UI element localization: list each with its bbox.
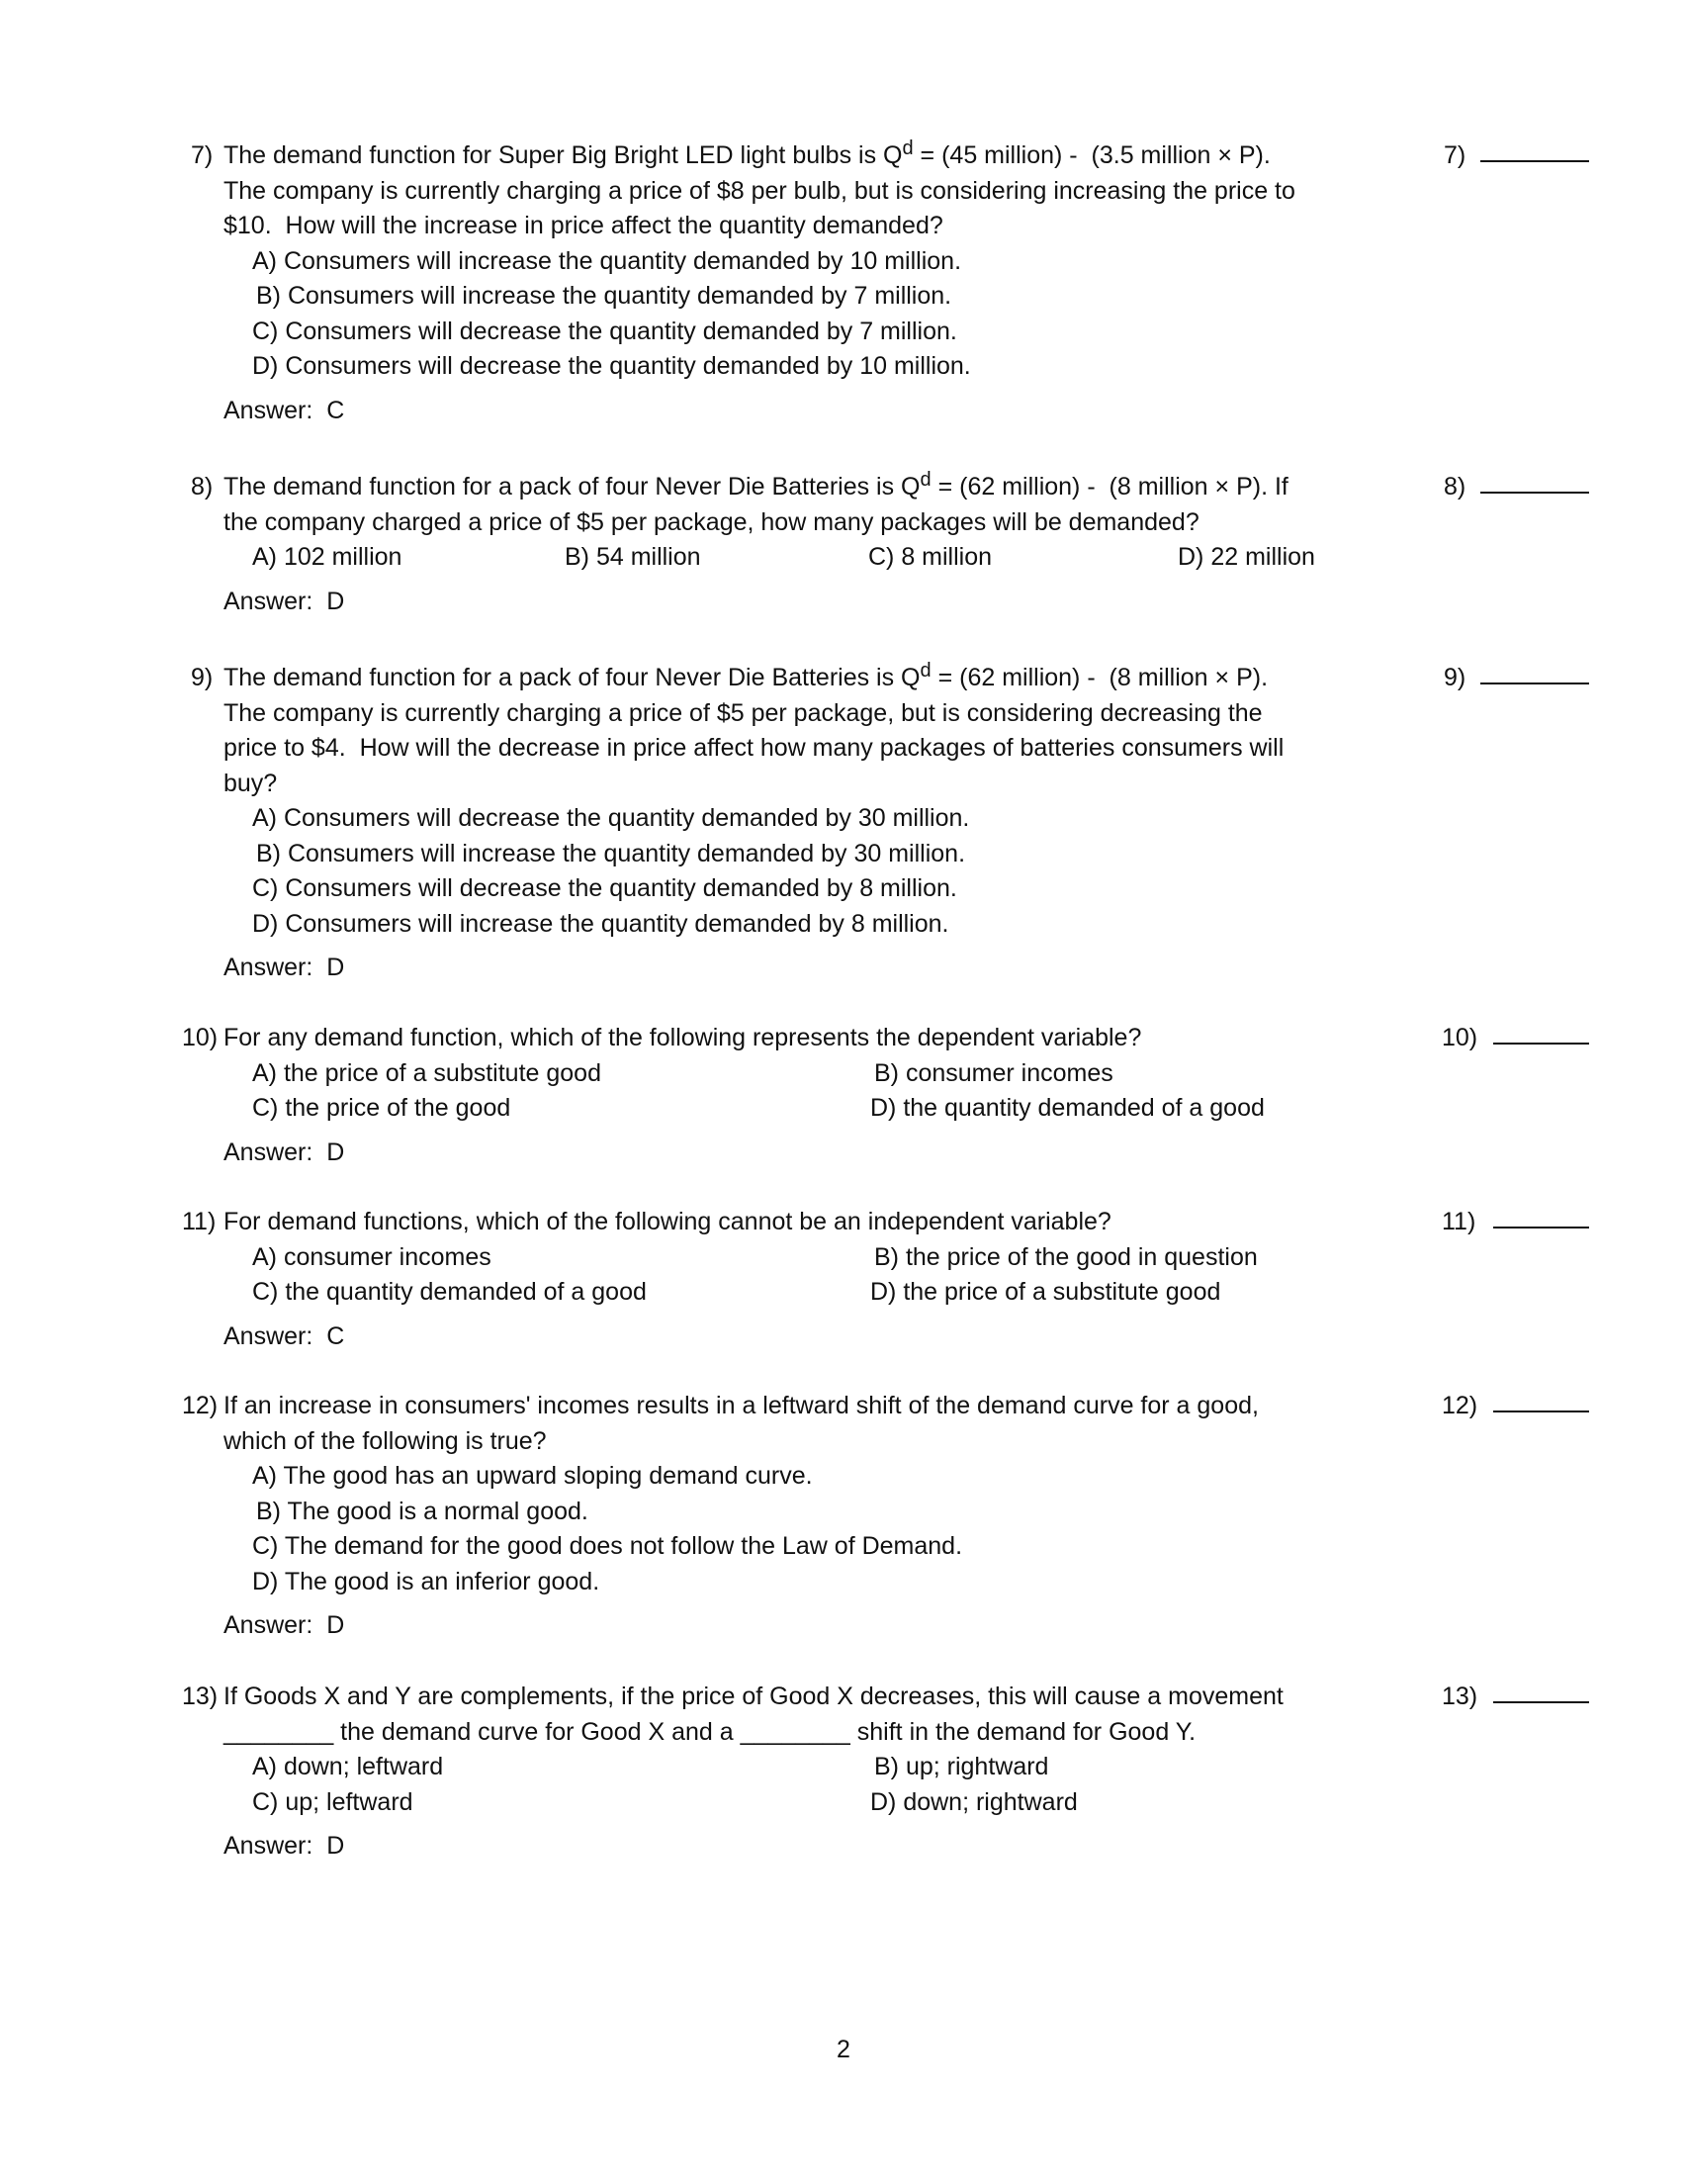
answer-key: Answer: C	[223, 1321, 345, 1350]
answer-option: B) The good is a normal good.	[256, 1497, 588, 1525]
answer-option: C) the quantity demanded of a good	[252, 1278, 647, 1306]
text-span: = (62 million) - (8 million × P).	[931, 664, 1269, 691]
text-span: = (62 million) - (8 million × P). If	[931, 473, 1288, 500]
text-span: which of the following is true?	[223, 1426, 547, 1455]
answer-option: A) 102 million	[252, 543, 402, 571]
question-number: 8)	[191, 473, 214, 500]
question-number: 9)	[191, 664, 214, 691]
text-span: ________ the demand curve for Good X and a ________ shift in the demand for Good Y.	[223, 1717, 1197, 1746]
text-span: The company is currently charging a price of $5 per package, but is considering decreasing the	[223, 698, 1263, 727]
answer-option: C) 8 million	[868, 543, 993, 571]
text-span: If an increase in consumers' incomes results in a leftward shift of the demand curve for a good,	[223, 1392, 1259, 1419]
answer-blank-line	[1493, 1701, 1589, 1703]
question-text-line	[223, 1391, 1259, 1420]
text-span: $10. How will the increase in price affect the quantity demanded?	[223, 212, 943, 239]
question-number: 12)	[182, 1392, 219, 1419]
text-span: the company charged a price of $5 per package, how many packages will be demanded?	[223, 507, 1199, 536]
answer-option: C) up; leftward	[252, 1787, 413, 1816]
question-text-line	[223, 660, 1269, 692]
text-span: The company is currently charging a price of $8 per bulb, but is considering increasing the price to	[223, 176, 1295, 205]
answer-option: D) the quantity demanded of a good	[870, 1094, 1265, 1122]
answer-option: A) Consumers will decrease the quantity demanded by 30 million.	[252, 804, 970, 832]
answer-option: C) the price of the good	[252, 1094, 511, 1122]
margin-question-number: 7)	[1444, 141, 1466, 169]
answer-option: D) down; rightward	[870, 1787, 1078, 1816]
question-text-line	[223, 469, 1288, 501]
answer-key: Answer: D	[223, 587, 345, 615]
question-text-line	[223, 507, 1199, 537]
answer-option: D) 22 million	[1178, 543, 1315, 571]
answer-option: B) up; rightward	[874, 1753, 1049, 1780]
answer-key: Answer: D	[223, 954, 345, 981]
question-text-line	[223, 176, 1295, 206]
answer-option: D) Consumers will decrease the quantity demanded by 10 million.	[252, 352, 971, 380]
text-span: If Goods X and Y are complements, if the price of Good X decreases, this will cause a movement	[223, 1683, 1284, 1710]
question-text-line	[223, 1426, 547, 1456]
answer-option: A) The good has an upward sloping demand curve.	[252, 1462, 813, 1490]
answer-blank-line	[1480, 682, 1589, 684]
answer-blank-line	[1493, 1227, 1589, 1228]
answer-option: C) The demand for the good does not follow the Law of Demand.	[252, 1532, 963, 1560]
answer-key: Answer: D	[223, 1832, 345, 1860]
answer-option: B) Consumers will increase the quantity demanded by 7 million.	[256, 282, 952, 310]
answer-option: C) Consumers will decrease the quantity demanded by 8 million.	[252, 874, 957, 902]
answer-option: D) The good is an inferior good.	[252, 1567, 600, 1595]
answer-option: D) the price of a substitute good	[870, 1278, 1221, 1306]
text-span: price to $4. How will the decrease in price affect how many packages of batteries consumers will	[223, 734, 1285, 762]
answer-blank-line	[1480, 160, 1589, 162]
text-span: For any demand function, which of the following represents the dependent variable?	[223, 1024, 1142, 1051]
answer-key: Answer: D	[223, 1611, 345, 1639]
answer-option: B) consumer incomes	[874, 1058, 1113, 1087]
question-text-line	[223, 1717, 1196, 1747]
answer-option: C) Consumers will decrease the quantity demanded by 7 million.	[252, 317, 957, 345]
text-span: The demand function for Super Big Bright LED light bulbs is Q	[223, 141, 903, 169]
text-span: The demand function for a pack of four Never Die Batteries is Q	[223, 664, 921, 691]
text-span: = (45 million) - (3.5 million × P).	[913, 141, 1271, 169]
answer-blank-line	[1480, 492, 1589, 494]
margin-question-number: 9)	[1444, 664, 1466, 691]
margin-question-number: 8)	[1444, 473, 1466, 500]
question-number: 7)	[191, 141, 214, 169]
question-text-line	[223, 211, 943, 240]
answer-option: A) the price of a substitute good	[252, 1058, 601, 1087]
answer-option: A) down; leftward	[252, 1753, 444, 1780]
question-number: 11)	[182, 1208, 217, 1235]
superscript-d: d	[902, 137, 914, 159]
page-number: 2	[837, 2036, 850, 2063]
superscript-d: d	[920, 469, 932, 491]
question-text-line	[223, 698, 1263, 728]
answer-option: B) Consumers will increase the quantity demanded by 30 million.	[256, 839, 966, 867]
question-text-line	[223, 733, 1284, 763]
question-text-line	[223, 769, 277, 798]
margin-question-number: 10)	[1442, 1024, 1478, 1051]
question-text-line	[223, 137, 1271, 170]
question-text-line	[223, 1023, 1141, 1052]
answer-key: Answer: D	[223, 1138, 345, 1166]
answer-blank-line	[1493, 1043, 1589, 1045]
text-span: buy?	[223, 769, 278, 797]
superscript-d: d	[920, 660, 932, 682]
answer-option: B) 54 million	[565, 543, 701, 571]
answer-option: B) the price of the good in question	[874, 1242, 1258, 1271]
answer-option: A) consumer incomes	[252, 1242, 491, 1271]
text-span: For demand functions, which of the following cannot be an independent variable?	[223, 1208, 1111, 1235]
answer-option: D) Consumers will increase the quantity demanded by 8 million.	[252, 909, 949, 938]
answer-key: Answer: C	[223, 396, 345, 424]
answer-option: A) Consumers will increase the quantity demanded by 10 million.	[252, 246, 962, 275]
answer-blank-line	[1493, 1410, 1589, 1412]
question-number: 10)	[182, 1024, 219, 1051]
question-text-line	[223, 1682, 1284, 1711]
margin-question-number: 11)	[1442, 1208, 1476, 1235]
question-text-line	[223, 1207, 1111, 1236]
question-number: 13)	[182, 1683, 219, 1710]
margin-question-number: 13)	[1442, 1683, 1478, 1710]
margin-question-number: 12)	[1442, 1392, 1478, 1419]
text-span: The demand function for a pack of four Never Die Batteries is Q	[223, 473, 921, 500]
